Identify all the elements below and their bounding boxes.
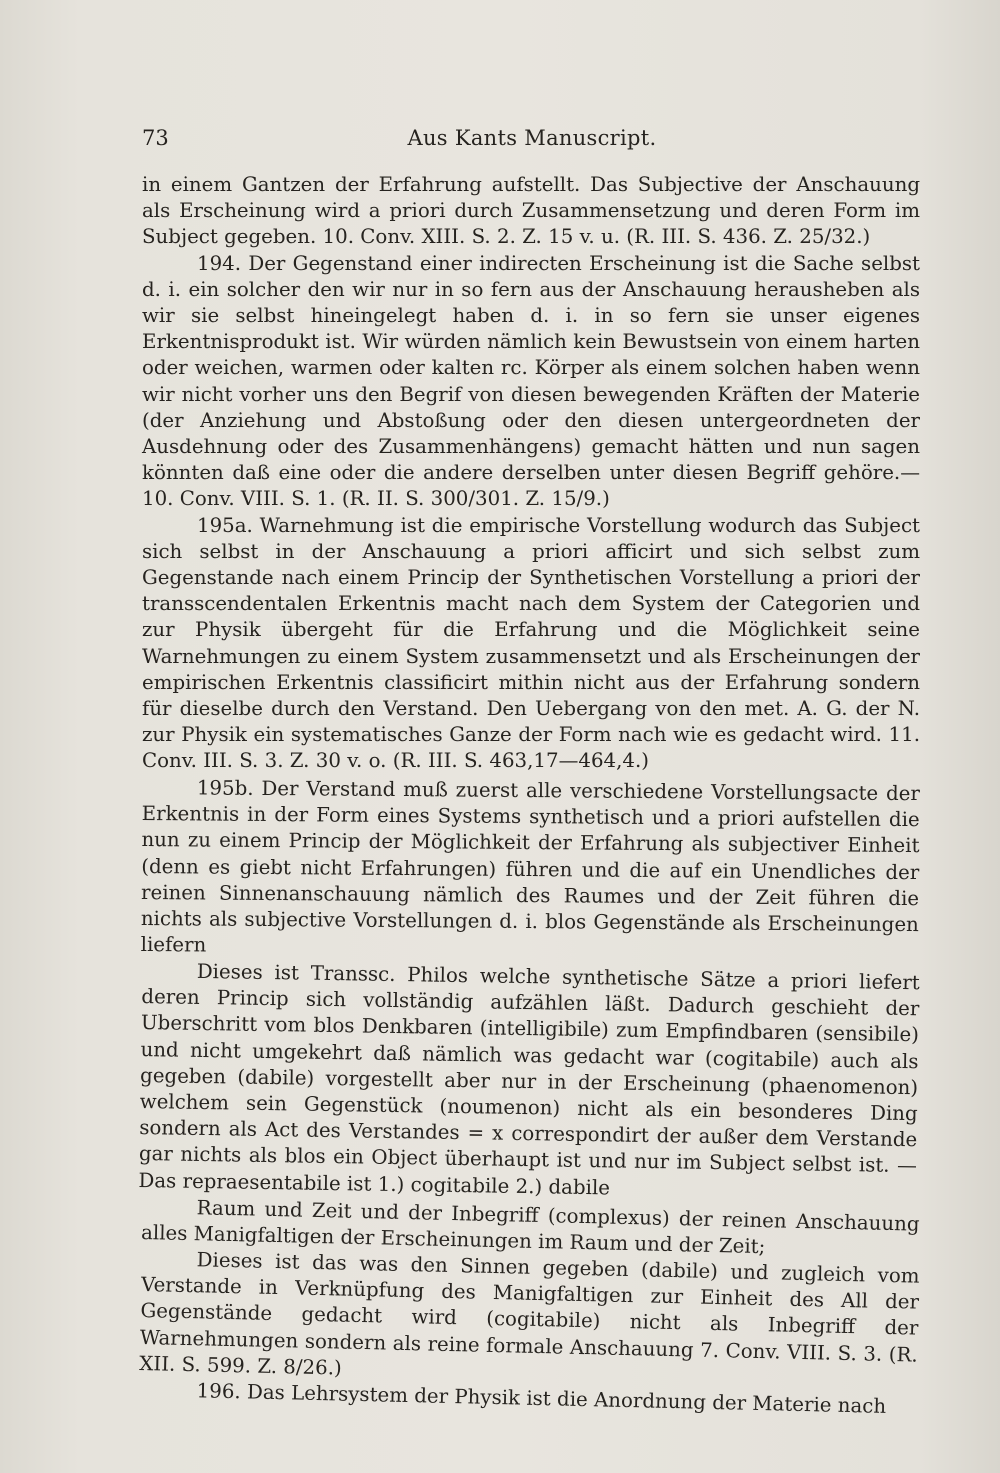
paragraph-194: 194. Der Gegenstand einer indirecten Erscheinung ist die Sache selbst d. i. ein solcher den wir nur in so fern aus der Anschauung herausheben als wir sie selbst hineingelegt haben d. i. in so fern sie unser eigenes Erkentnisprodukt ist. Wir würden nämlich kein Bewustsein von einem harten oder weichen, warmen oder kalten rc. Körper als einem solchen haben wenn wir nicht vorher uns den Begrif von diesen bewegenden Kräften der Materie (der Anziehung und Abstoßung oder den diesen untergeordneten der Ausdehnung oder des Zusammenhängens) gemacht hätten und nun sagen könnten daß eine oder die andere derselben unter diesen Begriff gehöre.—10. Conv. VIII. S. 1. (R. II. S. 300/301. Z. 15/9.) bbox=[142, 251, 920, 511]
body-text bbox=[138, 172, 920, 1419]
paragraph-raum-und-zeit: Raum und Zeit und der Inbegriff (complexus) der reinen Anschauung alles Manigfaltigen der Erscheinungen im Raum und der Zeit; bbox=[140, 1196, 920, 1259]
paragraph-transsc-philos: Dieses ist Transsc. Philos welche synthetische Sätze a priori liefert deren Princip sich vollständig aufzählen läßt. Dadurch geschieht der Uberschritt vom blos Denkbaren (intelligibile) zum Empfindbaren (sensibile) und nicht umgekehrt daß nämlich was gedacht war (cogitabile) auch als gegeben (dabile) vorgestellt aber nur in der Erscheinung (phaenomenon) welchem sein Gegenstück (noumenon) nicht als ein besonderes Ding sondern als Act des Verstandes = x correspondirt der außer dem Verstande gar nichts als blos ein Object überhaupt ist und nur im Subject selbst ist. — Das repraesentabile ist 1.) cogitabile 2.) dabile bbox=[138, 959, 920, 1200]
paragraph-dabile: Dieses ist das was den Sinnen gegeben (dabile) und zugleich vom Verstande in Verknüpfung des Manigfaltigen zur Einheit des All der Gegenstände gedacht wird (cogitabile) nicht als Inbegriff der Warnehmungen sondern als reine formale Anschauung 7. Conv. VIII. S. 3. (R. XII. S. 599. Z. 8/26.) bbox=[139, 1248, 920, 1380]
running-head: Aus Kants Manuscript. bbox=[407, 126, 657, 150]
page-header bbox=[142, 126, 922, 156]
paragraph-196: 196. Das Lehrsystem der Physik ist die Anordnung der Materie nach bbox=[196, 1379, 887, 1419]
paragraph-195a: 195a. Warnehmung ist die empirische Vorstellung wodurch das Subject sich selbst in der Anschauung a priori afficirt und sich selbst zum Gegenstande nach einem Princip der Synthetischen Vorstellung a priori der transscendentalen Erkentnis macht nach dem System der Categorien und zur Physik übergeht für die Erfahrung und die Möglichkeit seine Warnehmungen zu einem System zusammensetzt und als Erscheinungen der empirischen Erkentnis classificirt mithin nicht aus der Erfahrung sondern für dieselbe durch den Verstand. Den Uebergang von den met. A. G. der N. zur Physik ein systematisches Ganze der Form nach wie es gedacht wird. 11. Conv. III. S. 3. Z. 30 v. o. (R. III. S. 463,17—464,4.) bbox=[142, 513, 920, 773]
paragraph-continuation: in einem Gantzen der Erfahrung aufstellt. Das Subjective der Anschauung als Erscheinung wird a priori durch Zusammensetzung und deren Form im Subject gegeben. 10. Conv. XIII. S. 2. Z. 15 v. u. (R. III. S. 436. Z. 25/32.) bbox=[142, 173, 920, 249]
page-number: 73 bbox=[142, 126, 169, 150]
paragraph-195b: 195b. Der Verstand muß zuerst alle verschiedene Vorstellungsacte der Erkentnis in der Form eines Systems synthetisch und a priori aufstellen die nun zu einem Princip der Möglichkeit der Erfahrung als subjectiver Einheit (denn es giebt nicht Erfahrungen) führen und die auf ein Unendliches der reinen Sinnenanschauung nämlich des Raumes und der Zeit führen die nichts als subjective Vorstellungen d. i. blos Gegenstände als Erscheinungen liefern bbox=[140, 776, 920, 957]
